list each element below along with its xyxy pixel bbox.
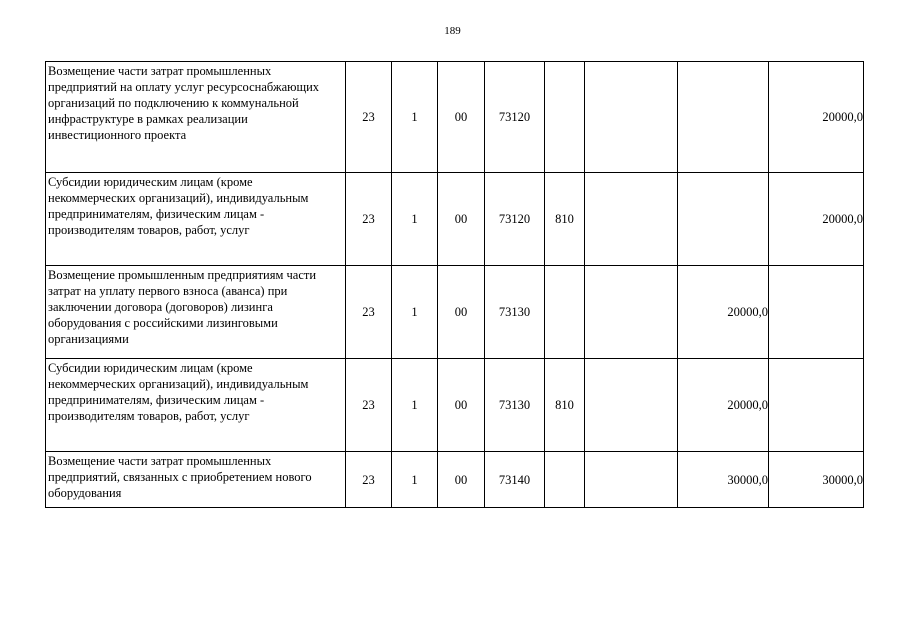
amount-year-3: 30000,0 [769,452,864,508]
amount-year-1 [585,62,678,173]
code-expense-type: 810 [545,359,585,452]
code-subprogram: 1 [392,62,438,173]
table-row [46,266,864,359]
table-row [46,359,864,452]
amount-year-3 [769,359,864,452]
code-chapter: 23 [346,266,392,359]
amount-year-2: 20000,0 [678,266,769,359]
row-description: Субсидии юридическим лицам (кроме некоммерческих организаций), индивидуальным предпринимателям, физическим лицам - производителям товаров, работ, услуг [46,173,346,266]
code-target: 73130 [485,266,545,359]
amount-year-2 [678,62,769,173]
code-subprogram: 1 [392,266,438,359]
code-direction: 00 [438,173,485,266]
amount-year-1 [585,173,678,266]
code-subprogram: 1 [392,359,438,452]
amount-year-3: 20000,0 [769,62,864,173]
table-row [46,62,864,173]
code-subprogram: 1 [392,173,438,266]
code-direction: 00 [438,359,485,452]
amount-year-3 [769,266,864,359]
budget-table [45,61,864,508]
amount-year-3: 20000,0 [769,173,864,266]
code-expense-type: 810 [545,173,585,266]
amount-year-2 [678,173,769,266]
amount-year-1 [585,359,678,452]
row-description: Субсидии юридическим лицам (кроме некоммерческих организаций), индивидуальным предпринимателям, физическим лицам - производителям товаров, работ, услуг [46,359,346,452]
row-description: Возмещение части затрат промышленных предприятий на оплату услуг ресурсоснабжающих организаций по подключению к коммунальной инфраструктуре в рамках реализации инвестиционного проекта [46,62,346,173]
amount-year-2: 20000,0 [678,359,769,452]
code-expense-type [545,452,585,508]
amount-year-1 [585,266,678,359]
code-target: 73140 [485,452,545,508]
row-description: Возмещение промышленным предприятиям части затрат на уплату первого взноса (аванса) при заключении договора (договоров) лизинга оборудования с российскими лизинговыми организациями [46,266,346,359]
code-expense-type [545,62,585,173]
code-chapter: 23 [346,62,392,173]
code-direction: 00 [438,62,485,173]
row-description: Возмещение части затрат промышленных предприятий, связанных с приобретением нового оборудования [46,452,346,508]
code-chapter: 23 [346,452,392,508]
amount-year-1 [585,452,678,508]
code-direction: 00 [438,266,485,359]
code-target: 73130 [485,359,545,452]
code-subprogram: 1 [392,452,438,508]
page-number: 189 [444,25,461,37]
amount-year-2: 30000,0 [678,452,769,508]
code-expense-type [545,266,585,359]
code-target: 73120 [485,62,545,173]
table-row [46,452,864,508]
table-row [46,173,864,266]
code-chapter: 23 [346,173,392,266]
code-target: 73120 [485,173,545,266]
code-chapter: 23 [346,359,392,452]
code-direction: 00 [438,452,485,508]
